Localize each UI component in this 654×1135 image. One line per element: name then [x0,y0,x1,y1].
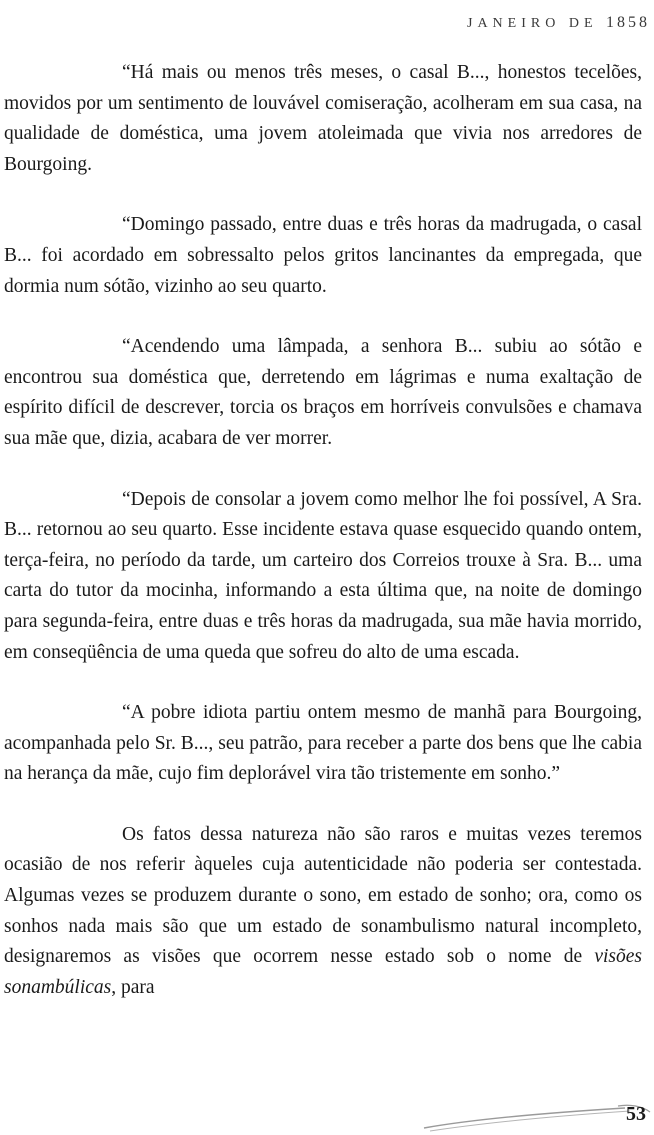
paragraph-3: “Acendendo uma lâmpada, a senhora B... subiu ao sótão e encontrou sua doméstica que, derretendo em lágrimas e numa exaltação de espírito difícil de descrever, torcia os braços em horríveis convulsões e chamava sua mãe que, dizia, acabara de ver morrer. [4,336,642,449]
running-head-month: JANEIRO DE [467,16,606,31]
paragraph-6-tail: , para [111,976,155,998]
page-number: 53 [626,1103,646,1125]
running-head [467,14,650,32]
paragraph-6-italic-term: visões sonambúlicas [4,946,642,998]
footer-swoosh-ornament [420,1100,654,1135]
paragraph-2: “Domingo passado, entre duas e três horas da madrugada, o casal B... foi acordado em sobressalto pelos gritos lancinantes da empregada, que dormia num sótão, vizinho ao seu quarto. [4,214,642,297]
paragraph-1: “Há mais ou menos três meses, o casal B..., honestos tecelões, movidos por um sentimento de louvável comiseração, acolheram em sua casa, na qualidade de doméstica, uma jovem atoleimada que vivia nos arredores de Bourgoing. [4,62,642,175]
paragraph-6-text: Os fatos dessa natureza não são raros e muitas vezes teremos ocasião de nos referir àqueles cuja autenticidade não poderia ser contestada. Algumas vezes se produzem durante o sono, em estado de sonho; ora, como os sonhos nada mais são que um estado de sonambulismo natural incompleto, designaremos as visões que ocorrem nesse estado sob o nome de [4,823,642,968]
body-text [4,58,642,1003]
paragraph-6 [4,820,642,1004]
paragraph-4: “Depois de consolar a jovem como melhor lhe foi possível, A Sra. B... retornou ao seu quarto. Esse incidente estava quase esquecido quando ontem, terça-feira, no período da tarde, um carteiro dos Correios trouxe à Sra. B... uma carta do tutor da mocinha, informando a esta última que, na noite de domingo para segunda-feira, entre duas e três horas da madrugada, sua mãe havia morrido, em conseqüência de uma queda que sofreu do alto de uma escada. [4,488,642,663]
paragraph-5: “A pobre idiota partiu ontem mesmo de manhã para Bourgoing, acompanhada pelo Sr. B..., seu patrão, para receber a parte dos bens que lhe cabia na herança da mãe, cujo fim deplorável vira tão tristemente em sonho.” [4,702,642,785]
running-head-year: 1858 [606,14,650,31]
